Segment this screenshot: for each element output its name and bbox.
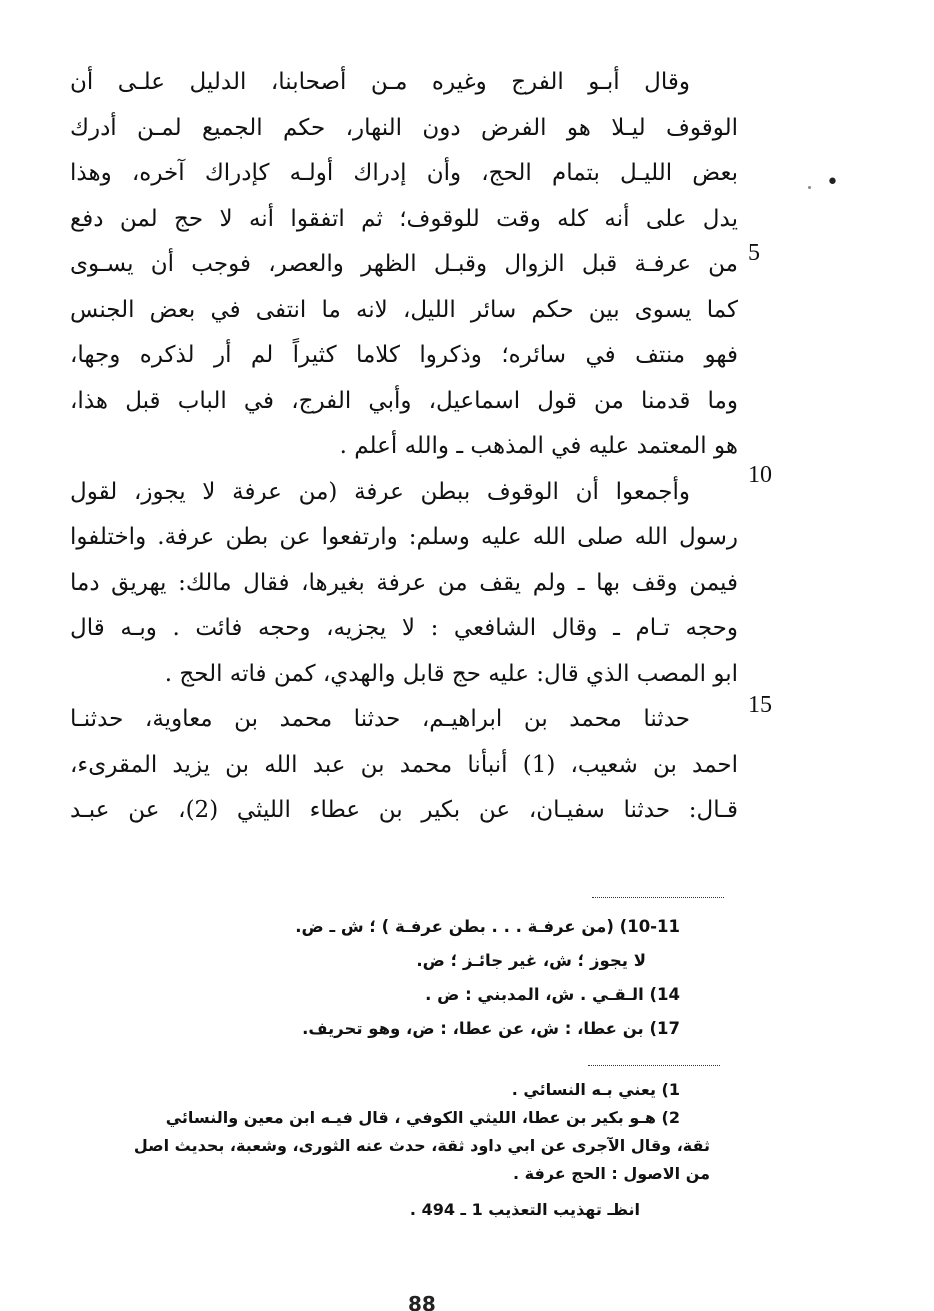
text-line: يدل على أنه كله وقت للوقوف؛ ثم اتفقوا أنه لا حج لمن دفع xyxy=(70,205,738,232)
text-line: بعض الليـل بتمام الحج، وأن إدراك أولـه كإدراك آخره، وهذا xyxy=(70,160,738,186)
apparatus-line: 10-11) (من عرفـة . . . بطن عرفـة ) ؛ ش ـ ض. xyxy=(295,917,680,936)
text-line: وما قدمنا من قول اسماعيل، وأبي الفرج، في الباب قبل هذا، xyxy=(70,387,738,414)
line-number-5: 5 xyxy=(748,240,760,266)
text-line: كما يسوى بين حكم سائر الليل، لانه ما انتفى في بعض الجنس xyxy=(70,296,738,323)
footnote-line: 1) يعني بـه النسائي . xyxy=(511,1080,680,1099)
text-line: من عرفـة قبل الزوال وقبـل الظهر والعصر، فوجب أن يسـوى xyxy=(70,251,738,277)
footnote-line: من الاصول : الحج عرفة . xyxy=(512,1164,710,1183)
text-line: ابو المصب الذي قال: عليه حج قابل والهدي، كمن فاته الحج . xyxy=(164,660,738,687)
footnote-line: ثقة، وقال الآجرى عن ابي داود ثقة، حدث عنه الثورى، وشعبة، بحديث اصل xyxy=(133,1136,710,1155)
text-line: وقال أبـو الفرج وغيره مـن أصحابنا، الدليل علـى أن xyxy=(70,69,690,95)
apparatus-line: 17) بن عطا، : ش، عن عطا، : ض، وهو تحريف. xyxy=(302,1019,680,1038)
text-line: وأجمعوا أن الوقوف ببطن عرفة (من عرفة لا يجوز، لقول xyxy=(70,478,690,505)
main-text-block xyxy=(70,60,738,834)
text-line: فهو منتف في سائره؛ وذكروا كلاما كثيراً لم أر لذكره وجها، xyxy=(70,342,738,368)
text-line: حدثنا محمد بن ابراهيـم، حدثنا محمد بن معاوية، حدثنـا xyxy=(70,706,690,732)
text-line: احمد بن شعيب، (1) أنبأنا محمد بن عبد الله بن يزيد المقرىء، xyxy=(70,751,738,778)
apparatus-line: 14) الـقـي . ش، المدبني : ض . xyxy=(425,985,680,1004)
apparatus-separator xyxy=(592,897,724,898)
text-line: رسول الله صلى الله عليه وسلم: وارتفعوا عن بطن عرفة. واختلفوا xyxy=(70,524,738,550)
text-line: هو المعتمد عليه في المذهب ـ والله أعلم . xyxy=(339,433,738,459)
line-number-15: 15 xyxy=(748,692,772,718)
critical-apparatus xyxy=(240,910,680,1046)
text-line: فيمن وقف بها ـ ولم يقف من عرفة بغيرها، فقال مالك: يهريق دما xyxy=(70,569,738,596)
footnotes xyxy=(70,1076,710,1224)
stray-mark xyxy=(808,186,811,189)
stray-mark: • xyxy=(826,170,839,195)
page-number: 88 xyxy=(408,1294,436,1311)
apparatus-line: لا يجوز ؛ ش، غير جائـز ؛ ض. xyxy=(416,951,646,970)
footnote-line: 2) هـو بكير بن عطا، الليثي الكوفي ، قال فيـه ابن معين والنسائي xyxy=(165,1108,680,1127)
footnote-line: انظـ تهذيب التعذيب 1 ـ 494 . xyxy=(409,1200,640,1219)
text-line: الوقوف ليـلا هو الفرض دون النهار، حكم الجميع لمـن أدرك xyxy=(70,114,738,141)
text-line: وحجه تـام ـ وقال الشافعي : لا يجزيه، وحجه فائت . وبـه قال xyxy=(70,615,738,641)
text-line: قـال: حدثنا سفيـان، عن بكير بن عطاء الليثي (2)، عن عبـد xyxy=(70,797,738,823)
footnote-separator xyxy=(588,1065,720,1066)
line-number-10: 10 xyxy=(748,462,772,488)
